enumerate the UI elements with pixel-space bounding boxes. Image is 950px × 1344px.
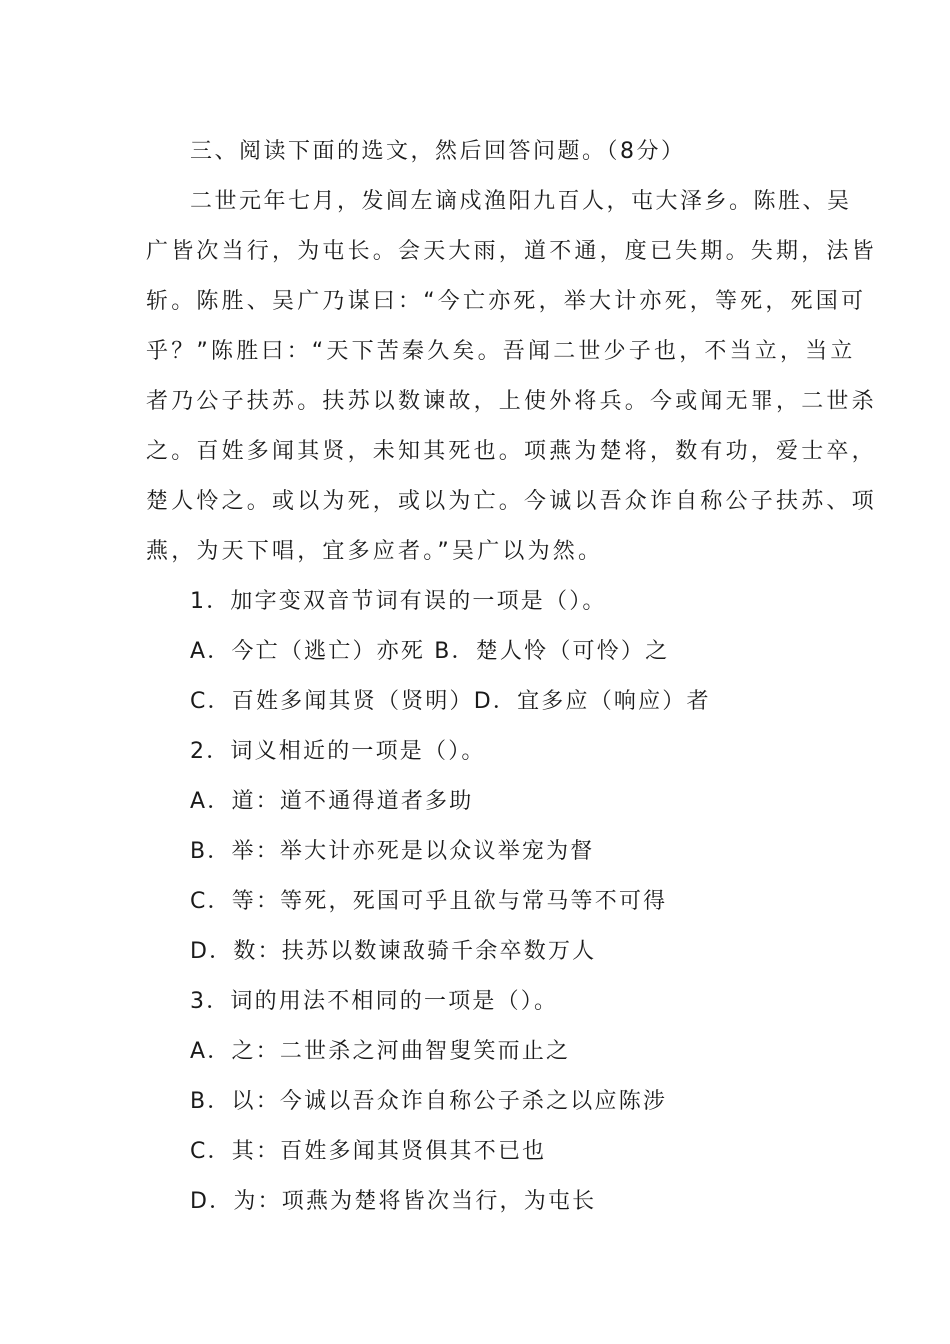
question-1-option: A．今亡（逃亡）亦死 B．楚人怜（可怜）之 [190, 639, 670, 664]
question-3-option: D．为：项燕为楚将皆次当行，为屯长 [190, 1189, 597, 1214]
question-3-option: B．以：今诚以吾众诈自称公子杀之以应陈涉 [190, 1089, 668, 1114]
passage-line: 之。百姓多闻其贤，未知其死也。项燕为楚将，数有功，爱士卒， [146, 439, 877, 464]
question-3-option: A．之：二世杀之河曲智叟笑而止之 [190, 1039, 571, 1064]
question-2-option: C．等：等死，死国可乎且欲与常马等不可得 [190, 889, 668, 914]
question-2-option: D．数：扶苏以数谏敌骑千余卒数万人 [190, 939, 597, 964]
question-2-stem: 2．词义相近的一项是（）。 [190, 739, 486, 764]
question-3-stem: 3．词的用法不相同的一项是（）。 [190, 989, 559, 1014]
question-3-option: C．其：百姓多闻其贤俱其不已也 [190, 1139, 547, 1164]
question-1-option: C．百姓多闻其贤（贤明）D．宜多应（响应）者 [190, 689, 711, 714]
passage-line: 楚人怜之。或以为死，或以为亡。今诚以吾众诈自称公子扶苏、项 [146, 489, 877, 514]
section-heading: 三、阅读下面的选文，然后回答问题。（8分） [190, 139, 686, 164]
passage-line: 斩。陈胜、吴广乃谋曰：“今亡亦死，举大计亦死，等死，死国可 [146, 289, 867, 314]
passage-line: 广皆次当行，为屯长。会天大雨，道不通，度已失期。失期，法皆 [146, 239, 877, 264]
passage-line: 乎？”陈胜曰：“天下苦秦久矣。吾闻二世少子也，不当立，当立 [146, 339, 856, 364]
passage-line: 燕，为天下唱，宜多应者。”吴广以为然。 [146, 539, 604, 564]
question-1-stem: 1．加字变双音节词有误的一项是（）。 [190, 589, 607, 614]
question-2-option: B．举：举大计亦死是以众议举宠为督 [190, 839, 595, 864]
passage-line: 二世元年七月，发闾左谪戍渔阳九百人，屯大泽乡。陈胜、吴 [190, 189, 852, 214]
passage-line: 者乃公子扶苏。扶苏以数谏故，上使外将兵。今或闻无罪，二世杀 [146, 389, 877, 414]
question-2-option: A．道：道不通得道者多助 [190, 789, 474, 814]
